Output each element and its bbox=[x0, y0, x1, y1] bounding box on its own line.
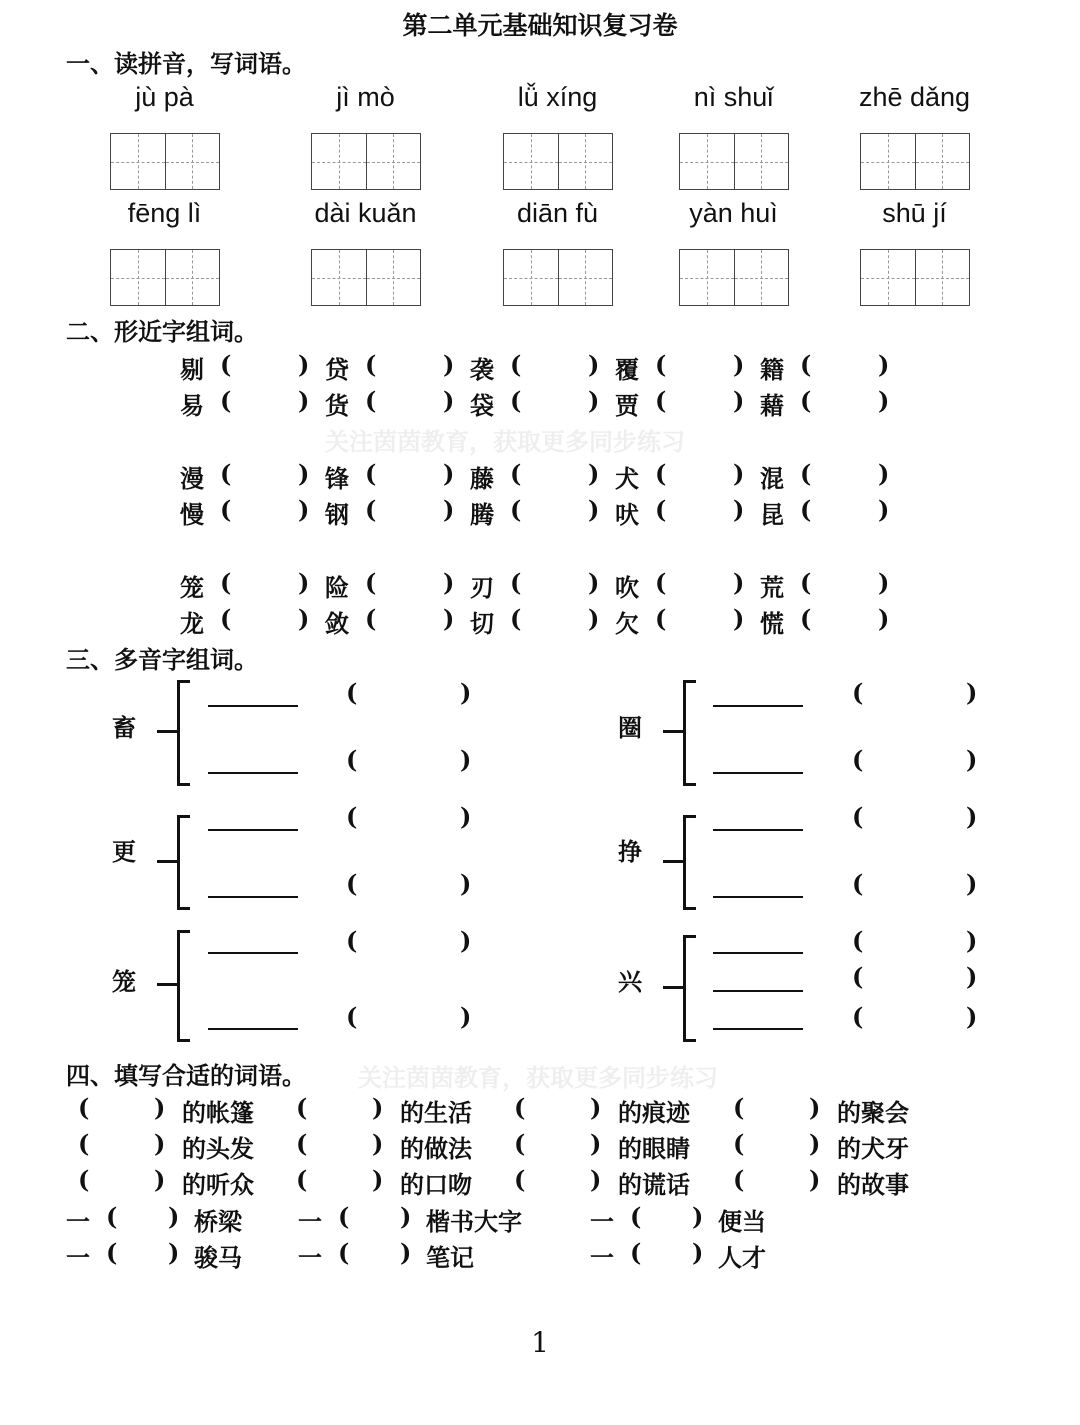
writing-cell[interactable] bbox=[735, 134, 789, 189]
character: 贷 bbox=[325, 355, 349, 384]
pinyin-close-paren: ) bbox=[460, 869, 472, 898]
measure-one: 一 bbox=[66, 1243, 90, 1272]
writing-cell[interactable] bbox=[504, 134, 559, 189]
writing-box[interactable] bbox=[860, 133, 970, 190]
character: 昆 bbox=[760, 500, 784, 529]
fill-open-paren[interactable]: ( bbox=[733, 1093, 745, 1122]
phrase: 的听众 bbox=[182, 1170, 254, 1199]
phrase: 的口吻 bbox=[400, 1170, 472, 1199]
answer-line[interactable] bbox=[713, 896, 803, 898]
answer-close-paren: ) bbox=[878, 568, 890, 597]
answer-open-paren[interactable]: ( bbox=[655, 350, 667, 379]
character: 漫 bbox=[180, 464, 204, 493]
writing-cell[interactable] bbox=[367, 134, 421, 189]
writing-box[interactable] bbox=[503, 133, 613, 190]
answer-close-paren: ) bbox=[443, 495, 455, 524]
pinyin-label: nì shuǐ bbox=[693, 82, 774, 112]
fill-close-paren: ) bbox=[590, 1129, 602, 1158]
writing-box[interactable] bbox=[311, 249, 421, 306]
measure-close-paren: ) bbox=[400, 1202, 412, 1231]
answer-close-paren: ) bbox=[443, 568, 455, 597]
fill-close-paren: ) bbox=[154, 1129, 166, 1158]
character: 贾 bbox=[615, 391, 639, 420]
pinyin-close-paren: ) bbox=[460, 678, 472, 707]
writing-cell[interactable] bbox=[111, 250, 166, 305]
fill-open-paren[interactable]: ( bbox=[296, 1093, 308, 1122]
answer-line[interactable] bbox=[208, 896, 298, 898]
measure-open-paren[interactable]: ( bbox=[630, 1202, 642, 1231]
character: 藉 bbox=[760, 391, 784, 420]
writing-cell[interactable] bbox=[111, 134, 166, 189]
pinyin-close-paren: ) bbox=[460, 802, 472, 831]
answer-close-paren: ) bbox=[443, 350, 455, 379]
character: 慌 bbox=[760, 609, 784, 638]
brace-bracket bbox=[683, 815, 696, 910]
brace-bracket bbox=[177, 815, 190, 910]
phrase: 的生活 bbox=[400, 1098, 472, 1127]
polyphone-character: 笼 bbox=[112, 967, 136, 996]
measure-open-paren[interactable]: ( bbox=[106, 1238, 118, 1267]
fill-open-paren[interactable]: ( bbox=[514, 1165, 526, 1194]
polyphone-character: 更 bbox=[112, 837, 136, 866]
character: 钢 bbox=[325, 500, 349, 529]
pinyin-open-paren[interactable]: ( bbox=[852, 869, 864, 898]
fill-open-paren[interactable]: ( bbox=[78, 1129, 90, 1158]
answer-open-paren[interactable]: ( bbox=[510, 495, 522, 524]
pinyin-close-paren: ) bbox=[460, 745, 472, 774]
character: 吠 bbox=[615, 500, 639, 529]
brace-stem bbox=[157, 983, 179, 986]
answer-close-paren: ) bbox=[298, 386, 310, 415]
character: 吹 bbox=[615, 573, 639, 602]
pinyin-close-paren: ) bbox=[966, 678, 978, 707]
writing-box[interactable] bbox=[110, 133, 220, 190]
answer-close-paren: ) bbox=[733, 386, 745, 415]
fill-close-paren: ) bbox=[809, 1165, 821, 1194]
character: 犬 bbox=[615, 464, 639, 493]
measure-open-paren[interactable]: ( bbox=[338, 1238, 350, 1267]
character: 刃 bbox=[470, 573, 494, 602]
fill-open-paren[interactable]: ( bbox=[733, 1129, 745, 1158]
brace-bracket bbox=[177, 930, 190, 1042]
answer-open-paren[interactable]: ( bbox=[655, 568, 667, 597]
page-number: 1 bbox=[531, 1326, 549, 1359]
phrase: 的头发 bbox=[182, 1134, 254, 1163]
brace-bracket bbox=[683, 935, 696, 1042]
writing-cell[interactable] bbox=[916, 250, 970, 305]
character: 笼 bbox=[180, 573, 204, 602]
answer-open-paren[interactable]: ( bbox=[655, 459, 667, 488]
answer-close-paren: ) bbox=[878, 459, 890, 488]
answer-open-paren[interactable]: ( bbox=[220, 568, 232, 597]
answer-open-paren[interactable]: ( bbox=[510, 350, 522, 379]
character: 欠 bbox=[615, 609, 639, 638]
answer-line[interactable] bbox=[713, 952, 803, 954]
pinyin-open-paren[interactable]: ( bbox=[346, 1002, 358, 1031]
fill-open-paren[interactable]: ( bbox=[296, 1165, 308, 1194]
answer-close-paren: ) bbox=[298, 604, 310, 633]
measure-open-paren[interactable]: ( bbox=[338, 1202, 350, 1231]
answer-open-paren[interactable]: ( bbox=[365, 604, 377, 633]
phrase: 的犬牙 bbox=[837, 1134, 909, 1163]
answer-close-paren: ) bbox=[588, 568, 600, 597]
writing-box[interactable] bbox=[860, 249, 970, 306]
writing-box[interactable] bbox=[679, 133, 789, 190]
answer-open-paren[interactable]: ( bbox=[220, 495, 232, 524]
writing-box[interactable] bbox=[311, 133, 421, 190]
watermark: 关注茵茵教育，获取更多同步练习 bbox=[325, 427, 685, 456]
pinyin-label: shū jí bbox=[882, 198, 947, 228]
answer-open-paren[interactable]: ( bbox=[800, 350, 812, 379]
measure-one: 一 bbox=[590, 1207, 614, 1236]
fill-close-paren: ) bbox=[154, 1093, 166, 1122]
character: 锋 bbox=[325, 464, 349, 493]
page-title: 第二单元基础知识复习卷 bbox=[402, 11, 678, 40]
character: 险 bbox=[325, 573, 349, 602]
polyphone-character: 挣 bbox=[618, 837, 642, 866]
pinyin-label: yàn huì bbox=[689, 198, 778, 228]
character: 袋 bbox=[470, 391, 494, 420]
pinyin-label: dài kuǎn bbox=[314, 198, 417, 228]
measure-open-paren[interactable]: ( bbox=[106, 1202, 118, 1231]
answer-close-paren: ) bbox=[733, 604, 745, 633]
pinyin-label: diān fù bbox=[516, 198, 599, 228]
phrase: 的做法 bbox=[400, 1134, 472, 1163]
writing-cell[interactable] bbox=[559, 250, 613, 305]
writing-cell[interactable] bbox=[504, 250, 559, 305]
answer-open-paren[interactable]: ( bbox=[510, 568, 522, 597]
measure-one: 一 bbox=[590, 1243, 614, 1272]
answer-close-paren: ) bbox=[588, 459, 600, 488]
fill-close-paren: ) bbox=[372, 1165, 384, 1194]
answer-close-paren: ) bbox=[443, 459, 455, 488]
character: 籍 bbox=[760, 355, 784, 384]
phrase: 的故事 bbox=[837, 1170, 909, 1199]
answer-close-paren: ) bbox=[443, 604, 455, 633]
polyphone-character: 畜 bbox=[112, 713, 136, 742]
answer-line[interactable] bbox=[208, 705, 298, 707]
pinyin-label: jì mò bbox=[336, 82, 395, 112]
section2-heading: 二、形近字组词。 bbox=[66, 317, 258, 346]
measure-one: 一 bbox=[66, 1207, 90, 1236]
brace-stem bbox=[157, 730, 179, 733]
answer-open-paren[interactable]: ( bbox=[365, 568, 377, 597]
fill-close-paren: ) bbox=[809, 1129, 821, 1158]
answer-open-paren[interactable]: ( bbox=[220, 459, 232, 488]
writing-cell[interactable] bbox=[680, 250, 735, 305]
pinyin-open-paren[interactable]: ( bbox=[346, 869, 358, 898]
pinyin-close-paren: ) bbox=[966, 802, 978, 831]
measure-open-paren[interactable]: ( bbox=[630, 1238, 642, 1267]
brace-stem bbox=[663, 860, 685, 863]
writing-cell[interactable] bbox=[861, 250, 916, 305]
answer-line[interactable] bbox=[713, 705, 803, 707]
writing-cell[interactable] bbox=[367, 250, 421, 305]
fill-open-paren[interactable]: ( bbox=[78, 1165, 90, 1194]
character: 腾 bbox=[470, 500, 494, 529]
measure-phrase: 便当 bbox=[718, 1207, 766, 1236]
answer-line[interactable] bbox=[713, 829, 803, 831]
answer-open-paren[interactable]: ( bbox=[365, 350, 377, 379]
answer-open-paren[interactable]: ( bbox=[655, 495, 667, 524]
answer-open-paren[interactable]: ( bbox=[800, 568, 812, 597]
answer-close-paren: ) bbox=[733, 459, 745, 488]
answer-open-paren[interactable]: ( bbox=[220, 386, 232, 415]
character: 货 bbox=[325, 391, 349, 420]
fill-open-paren[interactable]: ( bbox=[733, 1165, 745, 1194]
answer-line[interactable] bbox=[713, 990, 803, 992]
brace-stem bbox=[663, 730, 685, 733]
character: 慢 bbox=[180, 500, 204, 529]
measure-phrase: 笔记 bbox=[426, 1243, 474, 1272]
writing-cell[interactable] bbox=[680, 134, 735, 189]
pinyin-label: lǚ xíng bbox=[517, 82, 598, 112]
polyphone-character: 兴 bbox=[618, 967, 642, 996]
answer-open-paren[interactable]: ( bbox=[365, 386, 377, 415]
pinyin-open-paren[interactable]: ( bbox=[852, 926, 864, 955]
answer-open-paren[interactable]: ( bbox=[800, 386, 812, 415]
character: 剔 bbox=[180, 355, 204, 384]
polyphone-character: 圈 bbox=[618, 713, 642, 742]
measure-close-paren: ) bbox=[168, 1202, 180, 1231]
section1-heading: 一、读拼音，写词语。 bbox=[66, 49, 306, 78]
answer-close-paren: ) bbox=[733, 568, 745, 597]
answer-open-paren[interactable]: ( bbox=[220, 604, 232, 633]
pinyin-open-paren[interactable]: ( bbox=[852, 802, 864, 831]
brace-bracket bbox=[683, 680, 696, 786]
character: 龙 bbox=[180, 609, 204, 638]
fill-close-paren: ) bbox=[154, 1165, 166, 1194]
fill-open-paren[interactable]: ( bbox=[514, 1129, 526, 1158]
pinyin-open-paren[interactable]: ( bbox=[346, 802, 358, 831]
character: 易 bbox=[180, 391, 204, 420]
answer-line[interactable] bbox=[208, 952, 298, 954]
measure-phrase: 人才 bbox=[718, 1243, 766, 1272]
character: 切 bbox=[470, 609, 494, 638]
answer-open-paren[interactable]: ( bbox=[655, 604, 667, 633]
pinyin-open-paren[interactable]: ( bbox=[852, 962, 864, 991]
writing-cell[interactable] bbox=[166, 134, 220, 189]
phrase: 的帐篷 bbox=[182, 1098, 254, 1127]
writing-box[interactable] bbox=[679, 249, 789, 306]
measure-close-paren: ) bbox=[692, 1202, 704, 1231]
phrase: 的谎话 bbox=[618, 1170, 690, 1199]
answer-open-paren[interactable]: ( bbox=[800, 459, 812, 488]
writing-cell[interactable] bbox=[312, 250, 367, 305]
writing-cell[interactable] bbox=[735, 250, 789, 305]
measure-one: 一 bbox=[298, 1243, 322, 1272]
writing-cell[interactable] bbox=[559, 134, 613, 189]
pinyin-open-paren[interactable]: ( bbox=[852, 745, 864, 774]
answer-open-paren[interactable]: ( bbox=[800, 495, 812, 524]
character: 混 bbox=[760, 464, 784, 493]
answer-close-paren: ) bbox=[733, 350, 745, 379]
writing-box[interactable] bbox=[110, 249, 220, 306]
watermark-2: 关注茵茵教育，获取更多同步练习 bbox=[358, 1063, 718, 1092]
answer-close-paren: ) bbox=[298, 459, 310, 488]
pinyin-open-paren[interactable]: ( bbox=[852, 1002, 864, 1031]
brace-bracket bbox=[177, 680, 190, 786]
answer-line[interactable] bbox=[208, 829, 298, 831]
phrase: 的眼睛 bbox=[618, 1134, 690, 1163]
character: 荒 bbox=[760, 573, 784, 602]
answer-close-paren: ) bbox=[588, 350, 600, 379]
section3-heading: 三、多音字组词。 bbox=[66, 645, 258, 674]
answer-open-paren[interactable]: ( bbox=[510, 604, 522, 633]
answer-close-paren: ) bbox=[298, 568, 310, 597]
answer-close-paren: ) bbox=[878, 386, 890, 415]
answer-line[interactable] bbox=[208, 1028, 298, 1030]
pinyin-open-paren[interactable]: ( bbox=[346, 745, 358, 774]
fill-close-paren: ) bbox=[590, 1165, 602, 1194]
answer-close-paren: ) bbox=[733, 495, 745, 524]
answer-open-paren[interactable]: ( bbox=[510, 386, 522, 415]
pinyin-close-paren: ) bbox=[966, 1002, 978, 1031]
measure-close-paren: ) bbox=[400, 1238, 412, 1267]
measure-one: 一 bbox=[298, 1207, 322, 1236]
pinyin-label: zhē dǎng bbox=[858, 82, 971, 112]
pinyin-close-paren: ) bbox=[966, 869, 978, 898]
phrase: 的痕迹 bbox=[618, 1098, 690, 1127]
answer-close-paren: ) bbox=[878, 604, 890, 633]
brace-stem bbox=[663, 986, 685, 989]
fill-close-paren: ) bbox=[372, 1129, 384, 1158]
writing-cell[interactable] bbox=[312, 134, 367, 189]
pinyin-open-paren[interactable]: ( bbox=[852, 678, 864, 707]
pinyin-close-paren: ) bbox=[460, 926, 472, 955]
answer-open-paren[interactable]: ( bbox=[365, 459, 377, 488]
answer-close-paren: ) bbox=[878, 350, 890, 379]
answer-line[interactable] bbox=[713, 1028, 803, 1030]
answer-close-paren: ) bbox=[588, 386, 600, 415]
answer-open-paren[interactable]: ( bbox=[655, 386, 667, 415]
pinyin-close-paren: ) bbox=[460, 1002, 472, 1031]
character: 袭 bbox=[470, 355, 494, 384]
character: 覆 bbox=[615, 355, 639, 384]
answer-close-paren: ) bbox=[298, 350, 310, 379]
fill-close-paren: ) bbox=[809, 1093, 821, 1122]
answer-line[interactable] bbox=[713, 772, 803, 774]
answer-close-paren: ) bbox=[878, 495, 890, 524]
phrase: 的聚会 bbox=[837, 1098, 909, 1127]
answer-line[interactable] bbox=[208, 772, 298, 774]
pinyin-close-paren: ) bbox=[966, 745, 978, 774]
pinyin-open-paren[interactable]: ( bbox=[346, 678, 358, 707]
measure-phrase: 桥梁 bbox=[194, 1207, 242, 1236]
section4-heading: 四、填写合适的词语。 bbox=[66, 1061, 306, 1090]
answer-open-paren[interactable]: ( bbox=[510, 459, 522, 488]
measure-phrase: 楷书大字 bbox=[426, 1207, 522, 1236]
fill-open-paren[interactable]: ( bbox=[78, 1093, 90, 1122]
pinyin-close-paren: ) bbox=[966, 962, 978, 991]
answer-open-paren[interactable]: ( bbox=[800, 604, 812, 633]
pinyin-label: fēng lì bbox=[127, 198, 202, 228]
answer-open-paren[interactable]: ( bbox=[365, 495, 377, 524]
answer-close-paren: ) bbox=[588, 495, 600, 524]
fill-close-paren: ) bbox=[372, 1093, 384, 1122]
measure-close-paren: ) bbox=[692, 1238, 704, 1267]
character: 敛 bbox=[325, 609, 349, 638]
pinyin-close-paren: ) bbox=[966, 926, 978, 955]
writing-box[interactable] bbox=[503, 249, 613, 306]
pinyin-open-paren[interactable]: ( bbox=[346, 926, 358, 955]
brace-stem bbox=[157, 860, 179, 863]
writing-cell[interactable] bbox=[861, 134, 916, 189]
answer-close-paren: ) bbox=[588, 604, 600, 633]
measure-phrase: 骏马 bbox=[194, 1243, 242, 1272]
fill-close-paren: ) bbox=[590, 1093, 602, 1122]
pinyin-label: jù pà bbox=[135, 82, 194, 112]
answer-close-paren: ) bbox=[298, 495, 310, 524]
measure-close-paren: ) bbox=[168, 1238, 180, 1267]
fill-open-paren[interactable]: ( bbox=[296, 1129, 308, 1158]
answer-open-paren[interactable]: ( bbox=[220, 350, 232, 379]
writing-cell[interactable] bbox=[166, 250, 220, 305]
fill-open-paren[interactable]: ( bbox=[514, 1093, 526, 1122]
character: 藤 bbox=[470, 464, 494, 493]
answer-close-paren: ) bbox=[443, 386, 455, 415]
writing-cell[interactable] bbox=[916, 134, 970, 189]
